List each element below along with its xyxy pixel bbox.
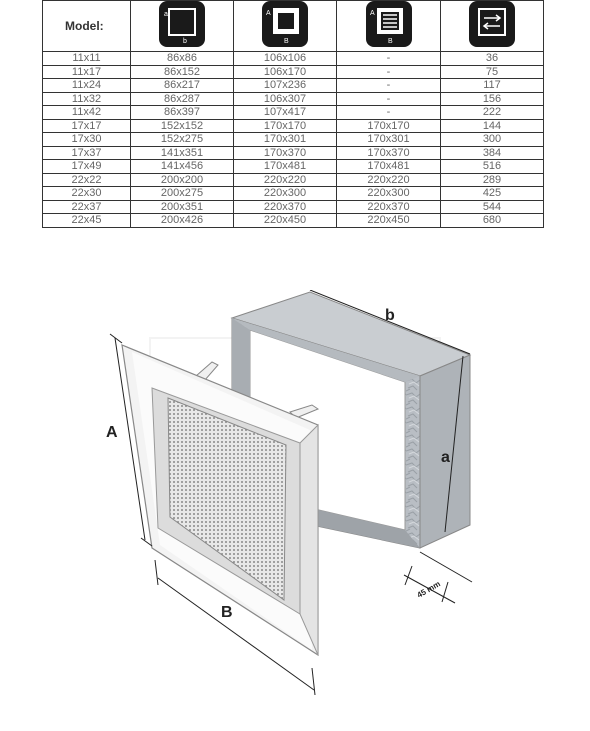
label-width-b: b [385, 307, 395, 324]
airflow-area-cell: 36 [441, 52, 544, 66]
inner-dimensions-cell: 86x86 [131, 52, 234, 66]
table-row [43, 173, 544, 187]
table-row [43, 146, 544, 160]
frame-dimensions-cell: 106x307 [234, 92, 337, 106]
louvered-frame-dimensions-cell: - [337, 106, 441, 120]
louvered-frame-header [337, 1, 441, 52]
label-height-A: A [106, 424, 118, 441]
inner-dimensions-cell: 200x200 [131, 173, 234, 187]
frame-dimensions-cell: 220x370 [234, 200, 337, 214]
model-cell: 11x17 [43, 65, 131, 79]
airflow-area-cell: 544 [441, 200, 544, 214]
airflow-area-cell: 300 [441, 133, 544, 147]
model-cell: 22x30 [43, 187, 131, 201]
louvered-frame-dimensions-cell: 220x300 [337, 187, 441, 201]
inner-dimensions-cell: 86x287 [131, 92, 234, 106]
frame-dimensions-cell: 106x106 [234, 52, 337, 66]
model-cell: 11x24 [43, 79, 131, 93]
louvered-frame-dimensions-cell: 170x370 [337, 146, 441, 160]
model-cell: 17x17 [43, 119, 131, 133]
model-cell: 11x11 [43, 52, 131, 66]
inner-dimensions-cell: 141x351 [131, 146, 234, 160]
model-cell: 17x37 [43, 146, 131, 160]
icon-label-a: a [164, 11, 168, 18]
icon-label-b: b [183, 38, 187, 45]
airflow-area-cell: 384 [441, 146, 544, 160]
label-width-B: B [221, 604, 233, 621]
louvered-frame-dimensions-cell: 220x220 [337, 173, 441, 187]
frame-dimensions-cell: 220x220 [234, 173, 337, 187]
inner-dimensions-header [131, 1, 234, 52]
table-row [43, 92, 544, 106]
table-row [43, 119, 544, 133]
model-cell: 22x22 [43, 173, 131, 187]
louvered-frame-dimensions-cell: - [337, 79, 441, 93]
inner-dimensions-cell: 86x217 [131, 79, 234, 93]
airflow-area-cell: 680 [441, 214, 544, 228]
louvered-frame-dimensions-cell: 220x450 [337, 214, 441, 228]
inner-dimensions-cell: 200x426 [131, 214, 234, 228]
frame-dimensions-cell: 106x170 [234, 65, 337, 79]
table-row [43, 187, 544, 201]
spec-table [42, 0, 544, 228]
model-cell: 17x30 [43, 133, 131, 147]
inner-dimensions-cell: 200x275 [131, 187, 234, 201]
frame-dimensions-cell: 170x370 [234, 146, 337, 160]
inner-dimensions-cell: 152x275 [131, 133, 234, 147]
airflow-area-icon [469, 1, 515, 47]
airflow-area-cell: 75 [441, 65, 544, 79]
inner-dimensions-cell: 86x152 [131, 65, 234, 79]
louvered-frame-dimensions-icon [366, 1, 412, 47]
frame-dimensions-cell: 107x417 [234, 106, 337, 120]
table-row [43, 52, 544, 66]
airflow-area-cell: 222 [441, 106, 544, 120]
model-header: Model: [43, 1, 131, 52]
airflow-area-cell: 516 [441, 160, 544, 174]
icon-label-B: B [284, 38, 289, 45]
louvered-frame-dimensions-cell: 170x481 [337, 160, 441, 174]
inner-dimensions-cell: 152x152 [131, 119, 234, 133]
model-cell: 11x32 [43, 92, 131, 106]
frame-dimensions-cell: 220x450 [234, 214, 337, 228]
frame-dimensions-header [234, 1, 337, 52]
louvered-frame-dimensions-cell: 220x370 [337, 200, 441, 214]
icon-label-A: A [266, 10, 271, 17]
airflow-area-cell: 289 [441, 173, 544, 187]
label-height-a: a [441, 449, 450, 466]
frame-dimensions-cell: 170x481 [234, 160, 337, 174]
icon-label-A: A [369, 10, 375, 17]
table-header-row [43, 1, 544, 52]
louvered-frame-dimensions-cell: - [337, 52, 441, 66]
table-row [43, 200, 544, 214]
louvered-frame-dimensions-cell: 170x301 [337, 133, 441, 147]
frame-dimensions-cell: 170x170 [234, 119, 337, 133]
airflow-area-cell: 156 [441, 92, 544, 106]
louvered-frame-dimensions-cell: - [337, 92, 441, 106]
airflow-area-cell: 425 [441, 187, 544, 201]
table-row [43, 65, 544, 79]
louvered-frame-dimensions-cell: - [337, 65, 441, 79]
icon-label-B: B [387, 38, 393, 45]
inner-dimensions-cell: 200x351 [131, 200, 234, 214]
model-cell: 17x49 [43, 160, 131, 174]
inner-dimensions-cell: 141x456 [131, 160, 234, 174]
airflow-area-cell: 117 [441, 79, 544, 93]
table-row [43, 79, 544, 93]
airflow-area-header [441, 1, 544, 52]
inner-dimensions-icon [159, 1, 205, 47]
frame-dimensions-cell: 220x300 [234, 187, 337, 201]
frame-dimensions-cell: 170x301 [234, 133, 337, 147]
table-row [43, 214, 544, 228]
inner-dimensions-cell: 86x397 [131, 106, 234, 120]
model-cell: 22x45 [43, 214, 131, 228]
product-diagram [0, 290, 590, 731]
frame-dimensions-icon [262, 1, 308, 47]
table-row [43, 133, 544, 147]
airflow-area-cell: 144 [441, 119, 544, 133]
frame-dimensions-cell: 107x236 [234, 79, 337, 93]
louvered-frame-dimensions-cell: 170x170 [337, 119, 441, 133]
model-cell: 22x37 [43, 200, 131, 214]
table-row [43, 160, 544, 174]
label-depth: 45 mm [415, 579, 442, 600]
table-row [43, 106, 544, 120]
model-cell: 11x42 [43, 106, 131, 120]
